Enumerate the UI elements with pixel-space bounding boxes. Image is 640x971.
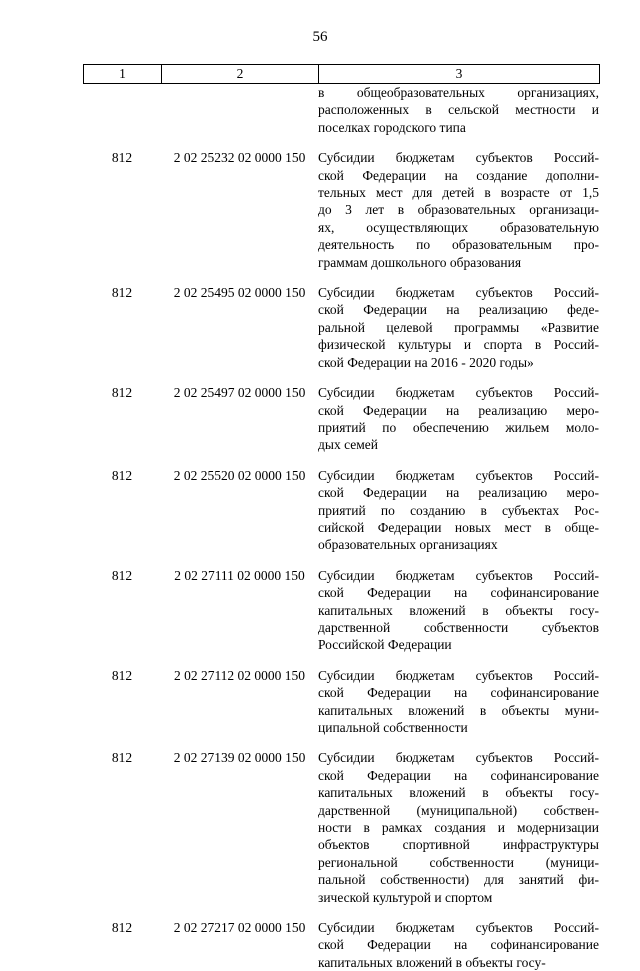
description-line: ральной целевой программы «Развитие (318, 319, 599, 335)
column-header-3: 3 (319, 65, 600, 84)
description-line: Субсидии бюджетам субъектов Россий- (318, 750, 599, 766)
description-cell (318, 84, 599, 136)
continuation-row (83, 84, 599, 136)
admin-code-cell: 812 (111, 285, 133, 301)
table-body (83, 84, 599, 971)
kbk-cell: 2 02 25495 02 0000 150 (173, 285, 306, 301)
description-cell (318, 919, 599, 971)
column-header-2: 2 (162, 65, 319, 84)
kbk-cell: 2 02 25520 02 0000 150 (173, 467, 306, 483)
row-spacer (83, 271, 599, 284)
description-cell (318, 149, 599, 271)
description-line: ской Федерации на реализацию феде- (318, 302, 599, 318)
description-cell (318, 384, 599, 454)
description-line: сийской Федерации новых мест в обще- (318, 519, 599, 535)
description-line: Субсидии бюджетам субъектов Россий- (318, 385, 599, 401)
description-line: Субсидии бюджетам субъектов Россий- (318, 150, 599, 166)
kbk-cell: 2 02 25232 02 0000 150 (173, 150, 306, 166)
description-line: ской Федерации на создание дополни- (318, 167, 599, 183)
description-line: ципальной собственности (318, 720, 468, 735)
row-spacer (83, 371, 599, 384)
description-line: тельных мест для детей в возрасте от 1,5 (318, 185, 599, 201)
description-line: поселках городского типа (318, 119, 466, 135)
description-line: объектов спортивной инфраструктуры (318, 837, 599, 853)
description-cell (318, 749, 599, 906)
description-line: приятий по созданию в субъектах Рос- (318, 502, 599, 518)
description-line: дых семей (318, 437, 378, 453)
description-line: Субсидии бюджетам субъектов Россий- (318, 567, 599, 583)
kbk-cell: 2 02 27139 02 0000 150 (173, 750, 306, 766)
table-row (83, 749, 599, 906)
description-line: пальной собственности) для занятий фи- (318, 872, 599, 888)
admin-code-cell: 812 (111, 385, 133, 401)
description-line: расположенных в сельской местности и (318, 102, 599, 118)
description-line: Субсидии бюджетам субъектов Россий- (318, 467, 599, 483)
description-line: зической культурой и спортом (318, 889, 493, 905)
description-line: деятельность по образовательным про- (318, 237, 599, 253)
description-line: Российской Федерации (318, 637, 452, 653)
description-line: ской Федерации на реализацию меро- (318, 402, 599, 418)
description-cell (318, 284, 599, 371)
description-line: в общеобразовательных организациях, (318, 85, 599, 100)
admin-code-cell: 812 (111, 667, 133, 683)
admin-code-cell: 812 (111, 150, 133, 166)
description-cell (318, 467, 599, 554)
table-row (83, 284, 599, 371)
row-spacer (83, 654, 599, 667)
kbk-cell: 2 02 25497 02 0000 150 (173, 385, 306, 401)
description-line: ской Федерации на софинансирование (318, 937, 599, 953)
description-line: ской Федерации на софинансирование (318, 585, 599, 601)
column-header-1: 1 (84, 65, 162, 84)
kbk-cell: 2 02 27112 02 0000 150 (173, 667, 306, 683)
description-line: региональной собственности (муници- (318, 854, 599, 870)
description-line: ской Федерации на софинансирование (318, 685, 599, 701)
table-row (83, 919, 599, 971)
kbk-cell: 2 02 27217 02 0000 150 (173, 920, 306, 936)
description-line: капитальных вложений в объекты муни- (318, 702, 599, 718)
description-line: дарственной собственности субъектов (318, 619, 599, 635)
description-line: ской Федерации на реализацию меро- (318, 485, 599, 501)
admin-code-cell: 812 (111, 567, 133, 583)
admin-code-cell: 812 (111, 467, 133, 483)
row-spacer (83, 554, 599, 567)
description-line: капитальных вложений в объекты госу- (318, 602, 599, 618)
page-number: 56 (312, 29, 328, 45)
admin-code-cell: 812 (111, 920, 133, 936)
kbk-cell (161, 84, 318, 136)
description-line: капитальных вложений в объекты госу- (318, 785, 599, 801)
description-line: образовательных организациях (318, 537, 498, 553)
table-row (83, 149, 599, 271)
description-cell (318, 567, 599, 654)
description-line: Субсидии бюджетам субъектов Россий- (318, 285, 599, 301)
table-row (83, 667, 599, 737)
description-line: ской Федерации на софинансирование (318, 767, 599, 783)
table-row (83, 567, 599, 654)
description-line: граммам дошкольного образования (318, 254, 522, 270)
row-spacer (83, 736, 599, 749)
kbk-cell: 2 02 27111 02 0000 150 (174, 567, 305, 583)
description-line: Субсидии бюджетам субъектов Россий- (318, 667, 599, 683)
description-line: ской Федерации на 2016 - 2020 годы» (318, 354, 534, 370)
description-line: физической культуры и спорта в Россий- (318, 337, 599, 353)
description-line: Субсидии бюджетам субъектов Россий- (318, 920, 599, 936)
column-header-table (83, 64, 600, 84)
description-cell (318, 667, 599, 737)
description-line: ности в рамках создания и модернизации (318, 820, 599, 836)
description-line: до 3 лет в образовательных организаци- (318, 202, 599, 218)
table-row (83, 384, 599, 454)
description-line: ях, осуществляющих образовательную (318, 219, 599, 235)
admin-code-cell (83, 84, 161, 136)
row-spacer (83, 906, 599, 919)
row-spacer (83, 136, 599, 149)
description-line: дарственной (муниципальной) собствен- (318, 802, 599, 818)
admin-code-cell: 812 (111, 750, 133, 766)
description-line: приятий по обеспечению жильем моло- (318, 419, 599, 435)
table-row (83, 467, 599, 554)
row-spacer (83, 454, 599, 467)
description-line: капитальных вложений в объекты госу- (318, 954, 546, 970)
